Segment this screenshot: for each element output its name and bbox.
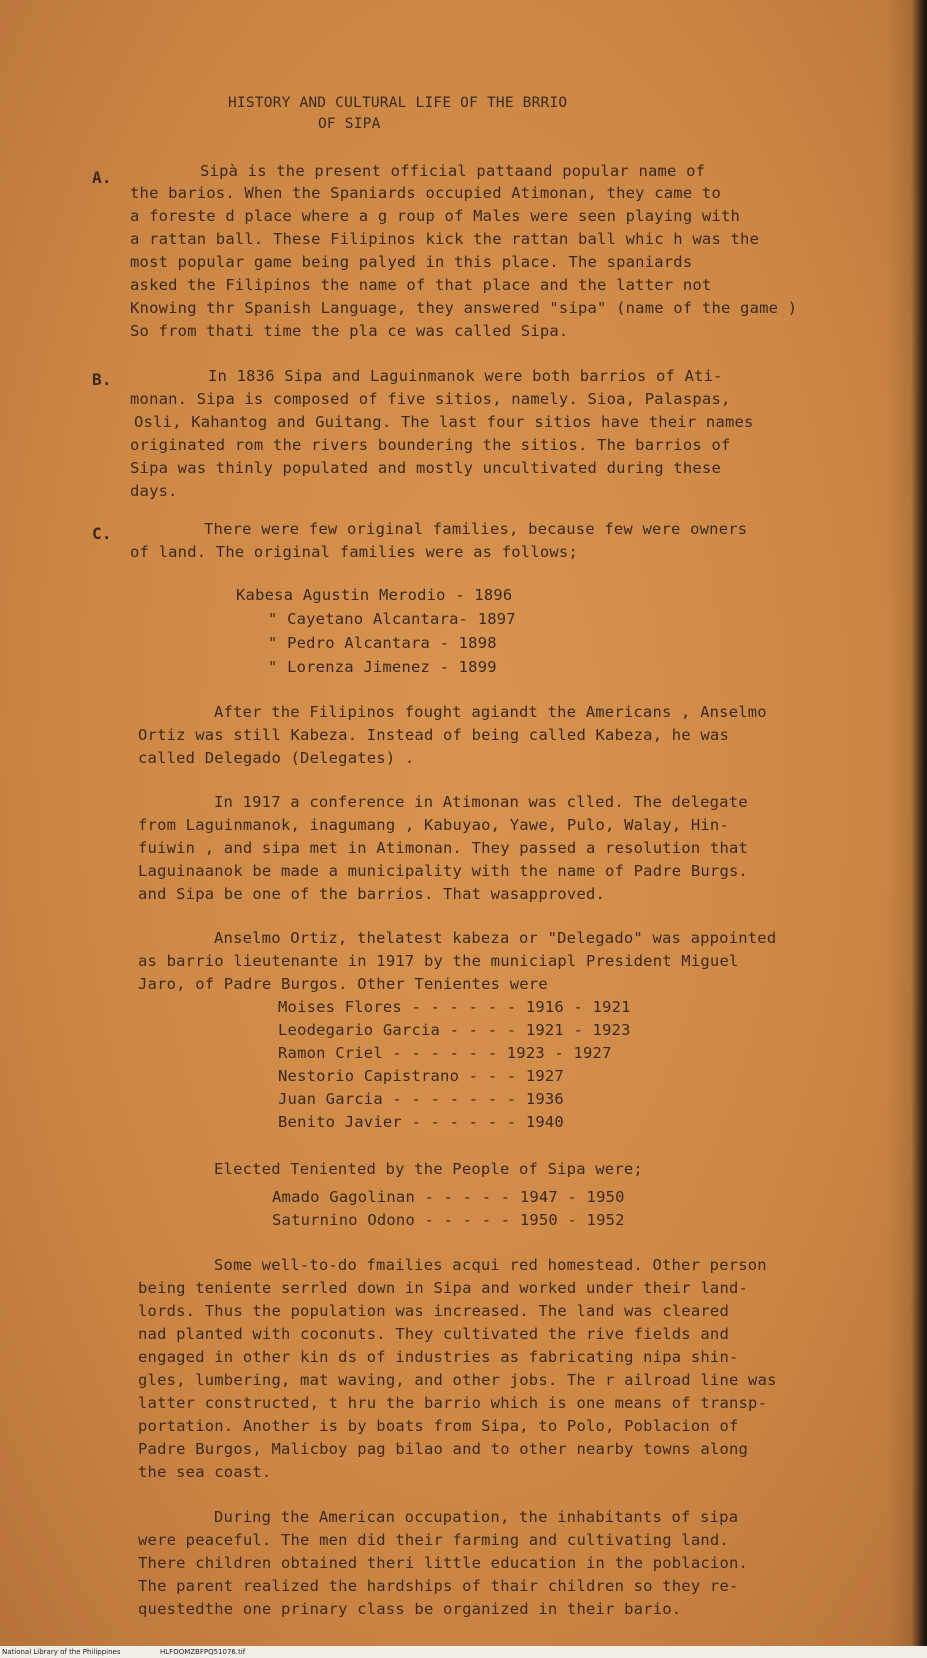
paragraph-line: There children obtained theri little education in the poblacion.: [138, 1554, 749, 1572]
paragraph-line: Padre Burgos, Malicboy pag bilao and to other nearby towns along: [138, 1440, 749, 1458]
teniente-entry: Ramon Criel - - - - - - 1923 - 1927: [278, 1044, 612, 1062]
paragraph-line: from Laguinmanok, inagumang , Kabuyao, Yawe, Pulo, Walay, Hin-: [138, 816, 729, 834]
footer-filename: HLFOOMZBFPQ51076.tif: [160, 1648, 246, 1656]
paragraph-line: Some well-to-do fmailies acqui red homestead. Other person: [214, 1256, 767, 1274]
section-a-line: a foreste d place where a g roup of Males were seen playing with: [130, 207, 741, 225]
paragraph-line: the sea coast.: [138, 1463, 272, 1481]
paragraph-line: The parent realized the hardships of thair children so they re-: [138, 1577, 739, 1595]
section-b-line: days.: [130, 482, 178, 500]
section-b-line: originated rom the rivers boundering the sitios. The barrios of: [130, 436, 731, 454]
section-a-line: asked the Filipinos the name of that place and the latter not: [130, 276, 712, 294]
paragraph-line: Ortiz was still Kabeza. Instead of being called Kabeza, he was: [138, 726, 729, 744]
section-b-marker: B.: [92, 370, 112, 389]
teniente-entry: Benito Javier - - - - - - 1940: [278, 1113, 564, 1131]
family-entry: " Lorenza Jimenez - 1899: [268, 658, 497, 676]
paragraph-line: called Delegado (Delegates) .: [138, 749, 415, 767]
teniente-entry: Moises Flores - - - - - - 1916 - 1921: [278, 998, 631, 1016]
section-b-line: monan. Sipa is composed of five sitios, namely. Sioa, Palaspas,: [130, 390, 731, 408]
elected-heading: Elected Teniented by the People of Sipa were;: [214, 1160, 643, 1178]
section-a-line: a rattan ball. These Filipinos kick the rattan ball whic h was the: [130, 230, 760, 248]
document-subtitle: OF SIPA: [318, 116, 381, 132]
paragraph-line: lords. Thus the population was increased. The land was cleared: [138, 1302, 729, 1320]
family-entry: " Cayetano Alcantara- 1897: [268, 610, 516, 628]
footer-library: National Library of the Philippines: [2, 1648, 121, 1656]
teniente-entry: Juan Garcia - - - - - - - 1936: [278, 1090, 564, 1108]
paragraph-line: questedthe one prinary class be organized in their bario.: [138, 1600, 682, 1618]
paragraph-line: nad planted with coconuts. They cultivated the rive fields and: [138, 1325, 729, 1343]
family-entry: Kabesa Agustin Merodio - 1896: [236, 586, 513, 604]
elected-entry: Saturnino Odono - - - - - 1950 - 1952: [272, 1211, 625, 1229]
elected-entry: Amado Gagolinan - - - - - 1947 - 1950: [272, 1188, 625, 1206]
section-b-line: Osli, Kahantog and Guitang. The last four sitios have their names: [134, 413, 754, 431]
section-a-line: So from thati time the pla ce was called Sipa.: [130, 322, 569, 340]
paragraph-line: During the American occupation, the inhabitants of sipa: [214, 1508, 739, 1526]
section-a-line: Knowing thr Spanish Language, they answered "sipa" (name of the game ): [130, 299, 798, 317]
paragraph-line: as barrio lieutenante in 1917 by the municiapl President Miguel: [138, 952, 739, 970]
section-b-line: In 1836 Sipa and Laguinmanok were both barrios of Ati-: [208, 367, 723, 385]
teniente-entry: Leodegario Garcia - - - - 1921 - 1923: [278, 1021, 631, 1039]
section-a-line: the barios. When the Spaniards occupied Atimonan, they came to: [130, 184, 721, 202]
section-a-marker: A.: [92, 168, 112, 187]
paragraph-line: Laguinaanok be made a municipality with the name of Padre Burgs.: [138, 862, 749, 880]
paragraph-line: portation. Another is by boats from Sipa, to Polo, Poblacion of: [138, 1417, 739, 1435]
paragraph-line: fuiwin , and sipa met in Atimonan. They passed a resolution that: [138, 839, 749, 857]
section-c-line: There were few original families, because few were owners: [204, 520, 748, 538]
paragraph-line: being teniente serrled down in Sipa and worked under their land-: [138, 1279, 749, 1297]
scan-edge-shadow: [887, 0, 927, 1658]
teniente-entry: Nestorio Capistrano - - - 1927: [278, 1067, 564, 1085]
section-b-line: Sipa was thinly populated and mostly uncultivated during these: [130, 459, 721, 477]
section-a-line: Sipà is the present official pattaand popular name of: [200, 162, 706, 180]
paragraph-line: gles, lumbering, mat waving, and other jobs. The r ailroad line was: [138, 1371, 777, 1389]
paragraph-line: Anselmo Ortiz, thelatest kabeza or "Delegado" was appointed: [214, 929, 777, 947]
paragraph-line: Jaro, of Padre Burgos. Other Tenientes were: [138, 975, 548, 993]
document-title: HISTORY AND CULTURAL LIFE OF THE BRRIO: [228, 95, 568, 111]
paragraph-line: engaged in other kin ds of industries as fabricating nipa shin-: [138, 1348, 739, 1366]
paragraph-line: were peaceful. The men did their farming and cultivating land.: [138, 1531, 729, 1549]
paragraph-line: After the Filipinos fought agiandt the Americans , Anselmo: [214, 703, 767, 721]
section-a-line: most popular game being palyed in this place. The spaniards: [130, 253, 693, 271]
scan-footer: [0, 1646, 927, 1658]
paragraph-line: latter constructed, t hru the barrio which is one means of transp-: [138, 1394, 768, 1412]
section-c-line: of land. The original families were as follows;: [130, 543, 578, 561]
family-entry: " Pedro Alcantara - 1898: [268, 634, 497, 652]
paragraph-line: In 1917 a conference in Atimonan was clled. The delegate: [214, 793, 748, 811]
section-c-marker: C.: [92, 524, 112, 543]
paragraph-line: and Sipa be one of the barrios. That wasapproved.: [138, 885, 606, 903]
